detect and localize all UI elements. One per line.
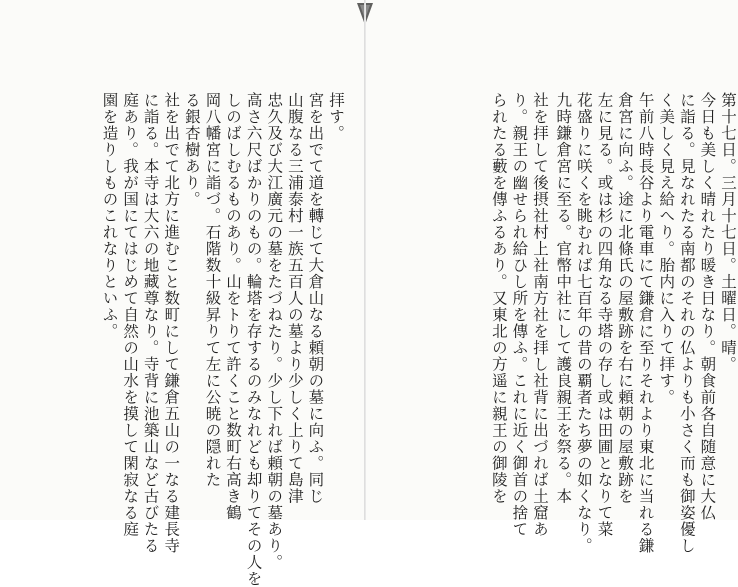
right-page	[552, 92, 738, 554]
text-line: 今日も美しく晴れたり暖き日なり。朝食前各自随意に大仏	[698, 92, 717, 521]
text-line: 宮を出でて道を轉じて大倉山なる頼朝の墓に向ふ。同じ	[306, 92, 325, 505]
text-line: り。親王の幽せられ給ひし所を傳ふ。これに近く御首の捨て	[510, 92, 529, 538]
text-line: しのばしむるものあり。山をトりて許くこと数町右高き鶴	[224, 92, 243, 521]
text-line: 倉宮に向ふ。途に北條氏の屋敷跡を右に頼朝の屋敷跡を	[616, 92, 635, 505]
text-line: 園を造りしものこれなりといふ。	[100, 92, 119, 340]
page-gutter	[364, 0, 366, 520]
text-line: に詣る。本寺は大六の地藏尊なり。寺背に池築山など古びたる	[141, 92, 160, 554]
text-line: 忠久及び大江廣元の墓をたづねたり。少し下れば頼朝の墓あり。	[265, 92, 284, 571]
text-line: 九時鎌倉宮に至る。官幣中社にして護良親王を祭る。本	[554, 92, 573, 505]
text-line: く美しく見え給へり。胎内に入りて拝す。	[657, 92, 676, 406]
text-line: 山腹なる三浦泰村一族五百人の墓より少しく上りて島津	[285, 92, 304, 505]
text-line: 社を出でて北方に進むこと数町にして鎌倉五山の一なる建長寺	[162, 92, 181, 554]
text-line: 岡八幡宮に詣づ。石階数十級昇りて左に公暁の隠れた	[203, 92, 222, 488]
text-line: 午前八時長谷より電車にて鎌倉に至りそれより東北に当れる鎌	[636, 92, 655, 554]
text-line: 左に見る。或は杉の四角なる寺塔の存し或は田圃となりて菜	[595, 92, 614, 538]
text-line: る銀杏樹あり。	[182, 92, 201, 208]
text-line: られたる藪を傳ふるあり。又東北の方遥に親王の御陵を	[489, 92, 508, 505]
text-line: 高さ六尺ばかりのもの。輪塔を存するのみなれども却りてその人を	[244, 92, 263, 587]
text-line: 庭あり。我が国にてはじめて自然の山水を摸して閑寂なる庭	[121, 92, 140, 538]
text-line: 第十七日。三月十七日。土曜日。晴。	[719, 92, 737, 373]
text-line: に詣る。見なれたる南都のそれの仏よりも小さく而も御姿優し	[677, 92, 696, 554]
text-line: 社を拝して後摂社村上社南方社を拝し社背に出づれば土窟あ	[531, 92, 549, 538]
text-line: 拝す。	[327, 92, 345, 142]
left-page	[12, 92, 346, 587]
right-page-continued	[374, 92, 550, 538]
text-line: 花盛りに咲くを眺むれば七百年の昔の覇者たち夢の如くなり。	[574, 92, 593, 554]
